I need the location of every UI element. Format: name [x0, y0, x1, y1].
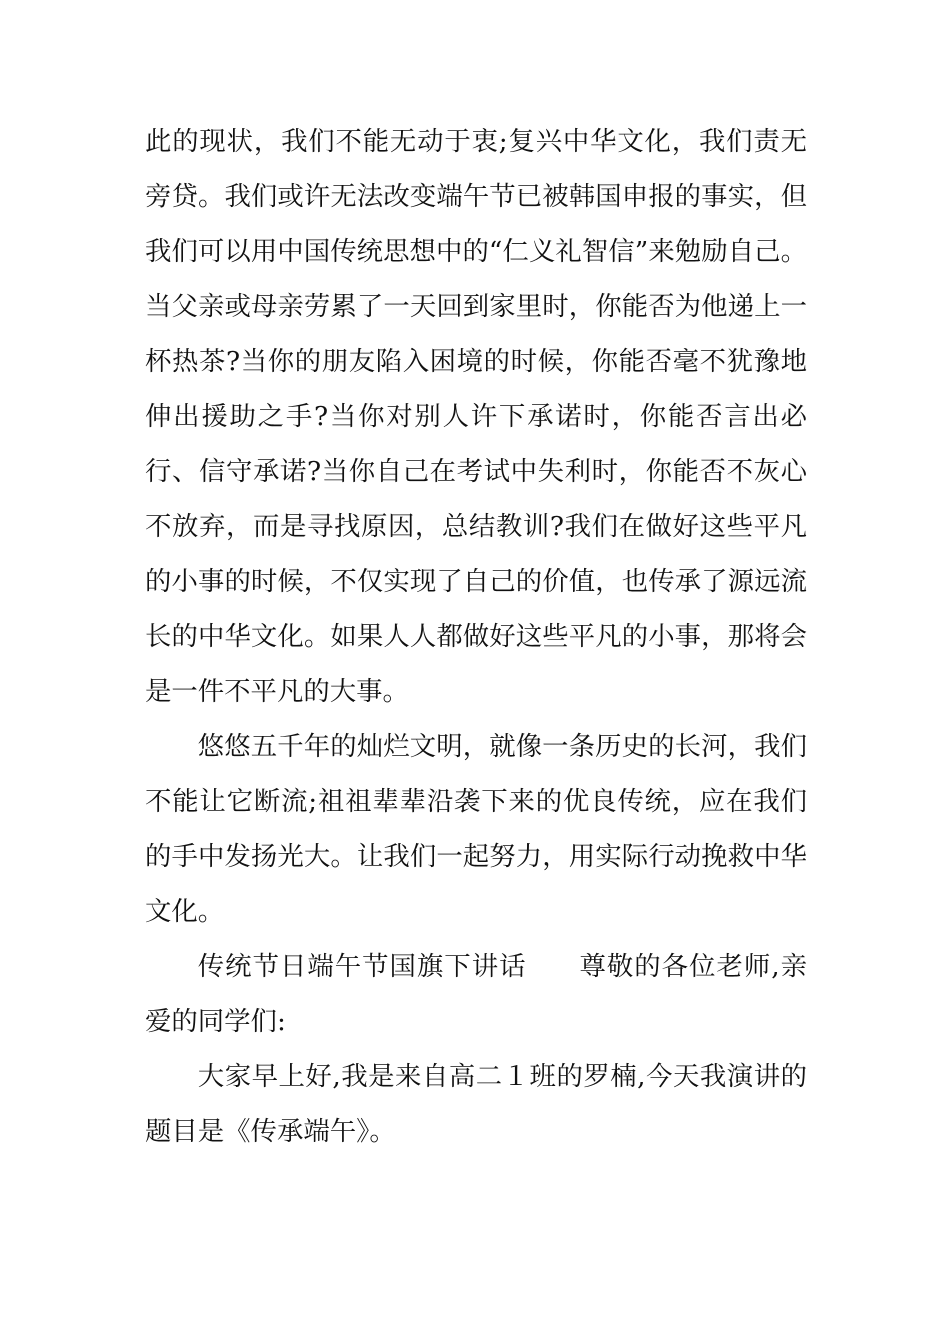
document-body [145, 114, 807, 1159]
speech-greeting: 尊敬的各位老师,亲爱的同学们: [145, 951, 807, 1037]
paragraph-speech-heading [145, 939, 807, 1049]
paragraph-civilization: 悠悠五千年的灿烂文明，就像一条历史的长河，我们不能让它断流;祖祖辈辈沿袭下来的优良传统，应在我们的手中发扬光大。让我们一起努力，用实际行动挽救中华文化。 [145, 731, 807, 927]
paragraph-civic-duty: 此的现状，我们不能无动于衷;复兴中华文化，我们责无旁贷。我们或许无法改变端午节已被韩国申报的事实，但我们可以用中国传统思想中的“仁义礼智信”来勉励自己。当父亲或母亲劳累了一天回到家里时，你能否为他递上一杯热茶?当你的朋友陷入困境的时候，你能否毫不犹豫地伸出援助之手?当你对别人许下承诺时，你能否言出必行、信守承诺?当你自己在考试中失利时，你能否不灰心不放弃，而是寻找原因，总结教训?我们在做好这些平凡的小事的时候，不仅实现了自己的价值，也传承了源远流长的中华文化。如果人人都做好这些平凡的小事，那将会是一件不平凡的大事。 [145, 126, 807, 707]
speech-title: 传统节日端午节国旗下讲话 [197, 951, 527, 982]
paragraph-introduction: 大家早上好,我是来自高二１班的罗楠,今天我演讲的题目是《传承端午》。 [145, 1061, 807, 1147]
